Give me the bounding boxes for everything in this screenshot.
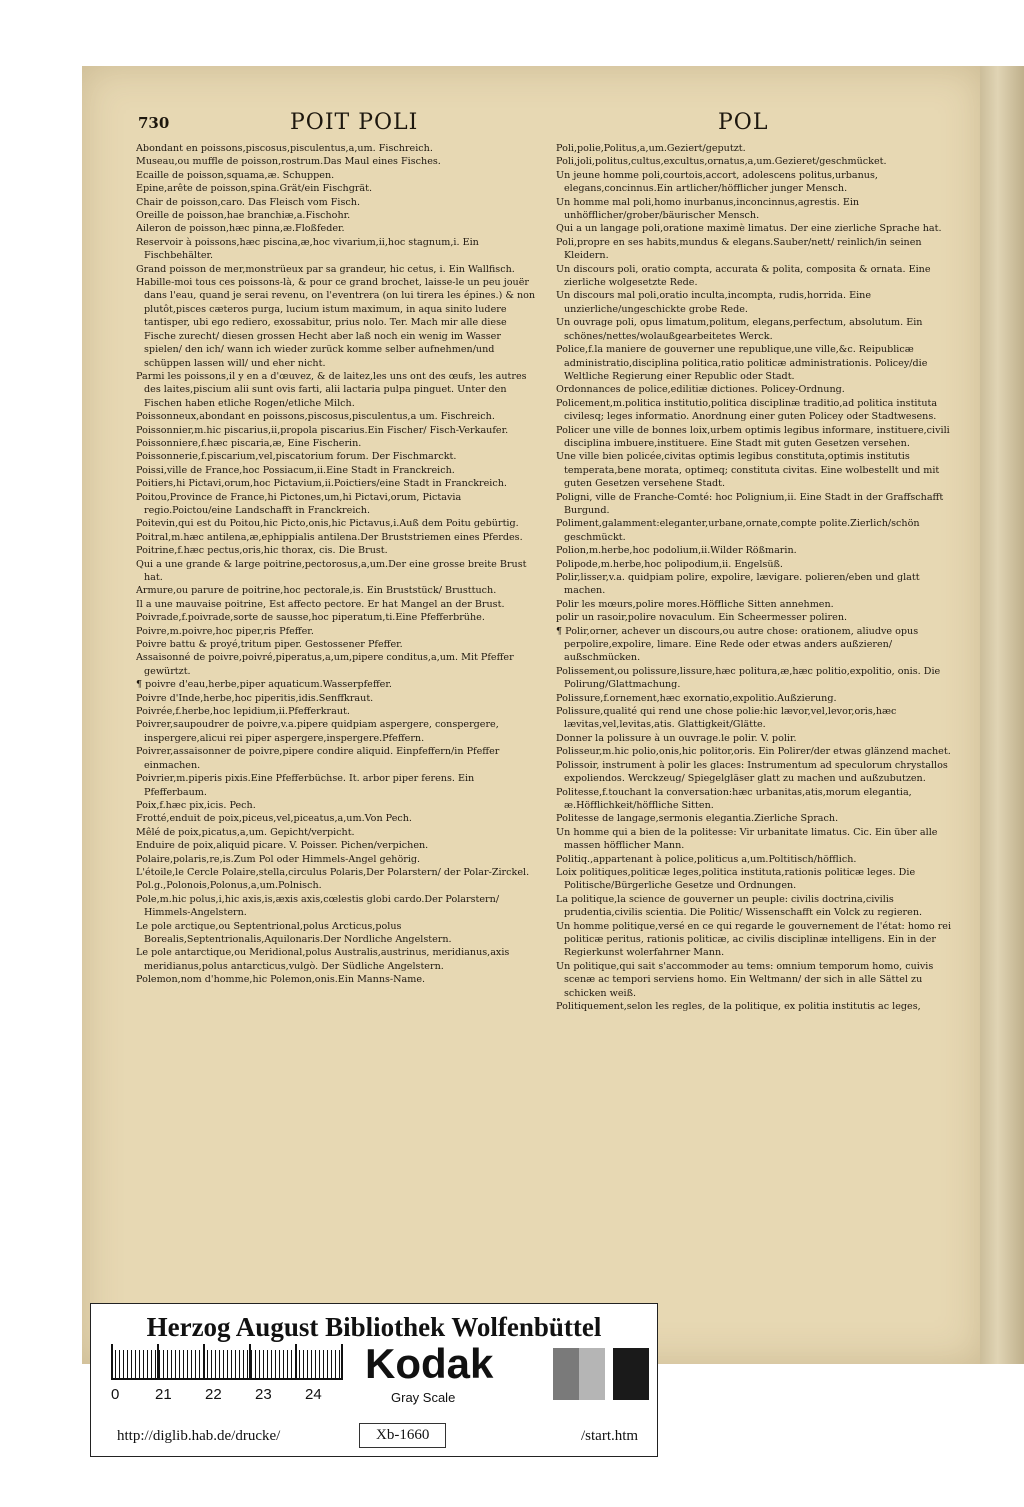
dictionary-entry: Il a une mauvaise poitrine, Est affecto pectore. Er hat Mangel an der Brust.	[136, 598, 505, 610]
gray-scale-label: Gray Scale	[391, 1390, 456, 1405]
dictionary-entry: Une ville bien policée,civitas optimis legibus constituta,optimis institutis temperata,bene morata, optimeq; constituta civitas. Eine wolbestellt und mit guten Gesetzen versehene Stadt.	[556, 451, 940, 490]
dictionary-entry: Polir,lisser,v.a. quidpiam polire, expolire, lævigare. polieren/eben und glatt machen.	[556, 572, 920, 597]
page-header	[138, 110, 918, 140]
dictionary-entry: Poliment,galamment:eleganter,urbane,ornate,compte polite.Zierlich/schön geschmückt.	[556, 518, 920, 543]
dictionary-entry: Poitiers,hi Pictavi,orum,hoc Pictavium,ii.Poictiers/eine Stadt in Franckreich.	[136, 478, 507, 490]
gray-swatch	[553, 1348, 579, 1400]
dictionary-entry: Poivrade,f.poivrade,sorte de sausse,hoc piperatum,ti.Eine Pfefferbrühe.	[136, 612, 485, 624]
gray-swatch	[579, 1348, 605, 1400]
library-name: Herzog August Bibliothek Wolfenbüttel	[146, 1312, 602, 1342]
dictionary-entry: Pole,m.hic polus,i,hic axis,is,æxis axis,cœlestis globi cardo.Der Polarstern/ Himmels-Angelstern.	[136, 893, 500, 919]
dictionary-entry: Le pole arctique,ou Septentrional,polus Arcticus,polus Borealis,Septentrionalis,Aquilonaris.Der Nordliche Angelstern.	[136, 920, 452, 945]
dictionary-entry: Polissoir, instrument à polir les glaces: Instrumentum ad speculorum chrystallos expoliendos. Werckzeug/ Spiegelgläser glatt zu machen und außzubutzen.	[556, 759, 948, 785]
dictionary-entry: Un jeune homme poli,courtois,accort, adolescens politus,urbanus, elegans,concinnus.Ein artlicher/höfflicher junger Mensch.	[556, 169, 878, 195]
dictionary-entry: Enduire de poix,aliquid picare. V. Poisser. Pichen/verpichen.	[136, 840, 429, 852]
dictionary-entry: Parmi les poissons,il y en a d'œuvez, & de laitez,les uns ont des œufs, les autres des laites,piscium alii sunt ovis farti, alii lactaria pulpa pinguet. Unter den Fischen haben etliche Rogen/etliche Milch.	[136, 370, 527, 409]
dictionary-entry: Qui a une grande & large poitrine,pectorosus,a,um.Der eine grosse breite Brust hat.	[136, 558, 527, 583]
running-head-left: POIT POLI	[290, 110, 419, 135]
dictionary-entry: Policer une ville de bonnes loix,urbem optimis legibus informare, instituere,civili disciplina imbuere,instituere. Eine Stadt mit guten Gesetzen versehen.	[556, 424, 950, 449]
dictionary-entry: Le pole antarctique,ou Meridional,polus Australis,austrinus, meridianus,axis meridianus,polus antarcticus,vulgò. Der Südliche Angelstern.	[136, 947, 510, 972]
source-url: http://diglib.hab.de/drucke/	[117, 1428, 281, 1444]
dictionary-entry: Pol.g.,Polonois,Polonus,a,um.Polnisch.	[136, 880, 322, 892]
dictionary-entry: Reservoir à poissons,hæc piscina,æ,hoc vivarium,ii,hoc stagnum,i. Ein Fischbehälter.	[136, 236, 479, 262]
dictionary-entry: Polipode,m.herbe,hoc polipodium,ii. Engelsüß.	[556, 558, 783, 570]
dictionary-entry: Politesse,f.touchant la conversation:hæc urbanitas,atis,morum elegantia, æ.Höfflichkeit/höffliche Sitten.	[556, 786, 912, 811]
source-url-suffix: /start.htm	[581, 1428, 639, 1444]
dictionary-entry: Poitral,m.hæc antilena,æ,ephippialis antilena.Der Bruststriemen eines Pferdes.	[136, 531, 523, 543]
dictionary-entry: Un discours poli, oratio compta, accurata & polita, composita & ornata. Eine zierliche wolgesetzte Rede.	[556, 263, 931, 289]
dictionary-entry: Polisseur,m.hic polio,onis,hic politor,oris. Ein Polirer/der etwas glänzend machet.	[556, 746, 951, 758]
dictionary-entry: Poissonniere,f.hæc piscaria,æ, Eine Fischerin.	[136, 437, 362, 449]
kodak-logo: Kodak	[365, 1340, 494, 1387]
ruler-tick-label: 23	[255, 1386, 272, 1403]
dictionary-entry: Politiq.,appartenant à police,politicus a,um.Poltitisch/höfflich.	[556, 853, 857, 865]
dictionary-entry: Poli,joli,politus,cultus,excultus,ornatus,a,um.Gezieret/geschmücket.	[556, 156, 887, 168]
dictionary-entry: Chair de poisson,caro. Das Fleisch vom Fisch.	[136, 196, 361, 208]
right-column	[556, 142, 956, 1013]
gray-swatch	[613, 1348, 649, 1400]
dictionary-entry: Museau,ou muffle de poisson,rostrum.Das Maul eines Fisches.	[136, 156, 441, 168]
dictionary-entry: polir un rasoir,polire novaculum. Ein Scheermesser poliren.	[556, 612, 848, 624]
dictionary-entry: ¶ poivre d'eau,herbe,piper aquaticum.Wasserpfeffer.	[136, 679, 392, 691]
dictionary-entry: Ordonnances de police,edilitiæ dictiones. Policey-Ordnung.	[556, 384, 845, 396]
dictionary-entry: Policement,m.politica institutio,politica disciplinæ traditio,ad politica instituta civilesq; leges informatio. Anordnung einer guten Policey oder Stadtwesens.	[556, 397, 938, 423]
dictionary-entry: Un discours mal poli,oratio inculta,incompta, rudis,horrida. Eine unzierliche/ungeschickte grobe Rede.	[556, 290, 872, 315]
ruler-tick-label: 24	[305, 1386, 322, 1403]
dictionary-entry: Un homme politique,versé en ce qui regarde le gouvernement de l'état: homo rei politicæ peritus, rationis politicæ, ac civilis disciplinæ intelligens. Ein in der Regierkunst wolerfahrner Mann.	[556, 920, 952, 959]
dictionary-entry: La politique,la science de gouverner un peuple: civilis doctrina,civilis prudentia,civilis scientia. Die Politic/ Wissenschafft ein Volck zu regieren.	[556, 893, 923, 919]
running-head-right: POL	[718, 110, 769, 135]
dictionary-entry: Poivrer,saupoudrer de poivre,v.a.pipere quidpiam aspergere, conspergere, inspergere,alicui rei piper aspergere,inspergere.Pfeffern.	[136, 719, 499, 744]
dictionary-entry: Poivre d'Inde,herbe,hoc piperitis,idis.Senffkraut.	[136, 692, 374, 704]
dictionary-entry: Epine,arête de poisson,spina.Grät/ein Fischgrät.	[136, 183, 373, 195]
ruler-tick-label: 21	[155, 1386, 172, 1403]
dictionary-entry: Polir les mœurs,polire mores.Höffliche Sitten annehmen.	[556, 598, 834, 610]
dictionary-entry: Politesse de langage,sermonis elegantia.Zierliche Sprach.	[556, 813, 839, 825]
page-number: 730	[138, 114, 170, 132]
dictionary-entry: Grand poisson de mer,monstrüeux par sa grandeur, hic cetus, i. Ein Wallfisch.	[136, 263, 515, 275]
dictionary-entry: Oreille de poisson,hae branchiæ,a.Fischohr.	[136, 210, 351, 222]
left-column	[136, 142, 538, 987]
dictionary-entry: Poivrée,f.herbe,hoc lepidium,ii.Pfefferkraut.	[136, 706, 350, 718]
dictionary-entry: Un politique,qui sait s'accommoder au tems: omnium temporum homo, cuivis scenæ ac tempori serviens homo. Ein Weltmann/ der sich in alle Sättel zu schicken weiß.	[556, 960, 934, 999]
dictionary-entry: Un ouvrage poli, opus limatum,politum, elegans,perfectum, absolutum. Ein schönes/nettes/wolaußgearbeitetes Werck.	[556, 317, 923, 342]
dictionary-entry: Loix politiques,politicæ leges,politica instituta,rationis politicæ leges. Die Politische/Bürgerliche Gesetze und Ordnungen.	[556, 866, 916, 892]
dictionary-entry: Polissure,qualité qui rend une chose polie:hic lævor,vel,levor,oris,hæc lævitas,vel,levitas,atis. Glattigkeit/Glätte.	[556, 706, 897, 731]
book-spine	[980, 66, 1024, 1364]
dictionary-entry: Poligni, ville de Franche-Comté: hoc Polignium,ii. Eine Stadt in der Graffschafft Burgund.	[556, 491, 944, 516]
dictionary-entry: ¶ Polir,orner, achever un discours,ou autre chose: orationem, aliudve opus perpolire,expolire, limare. Eine Rede oder etwas anders außzieren/ außschmücken.	[556, 625, 919, 664]
dictionary-entry: Police,f.la maniere de gouverner une republique,une ville,&c. Reipublicæ administratio,disciplina politica,ratio politicæ administrationis. Policey/die Weltliche Regierung einer Republic oder Stadt.	[556, 344, 928, 382]
dictionary-entry: Abondant en poissons,piscosus,pisculentus,a,um. Fischreich.	[136, 143, 433, 154]
dictionary-entry: Poivrier,m.piperis pixis.Eine Pfefferbüchse. It. arbor piper ferens. Ein Pfefferbaum.	[136, 773, 475, 798]
dictionary-entry: Un homme mal poli,homo inurbanus,inconcinnus,agrestis. Ein unhöfflicher/grober/bäurischer Mensch.	[556, 196, 860, 222]
dictionary-entry: Mêlé de poix,picatus,a,um. Gepicht/verpicht.	[136, 826, 355, 838]
dictionary-entry: Aileron de poisson,hæc pinna,æ.Floßfeder.	[136, 223, 345, 235]
dictionary-entry: Armure,ou parure de poitrine,hoc pectorale,is. Ein Bruststück/ Brusttuch.	[136, 585, 497, 597]
dictionary-entry: Polaire,polaris,re,is.Zum Pol oder Himmels-Angel gehörig.	[136, 853, 421, 865]
dictionary-entry: Frotté,enduit de poix,piceus,vel,piceatus,a,um.Von Pech.	[136, 813, 412, 825]
dictionary-entry: Polemon,nom d'homme,hic Polemon,onis.Ein Manns-Name.	[136, 974, 426, 986]
dictionary-entry: Poissi,ville de France,hoc Possiacum,ii.Eine Stadt in Franckreich.	[136, 464, 455, 476]
dictionary-entry: Poivrer,assaisonner de poivre,pipere condire aliquid. Einpfeffern/in Pfeffer einmachen.	[136, 746, 500, 771]
dictionary-entry: Poli,propre en ses habits,mundus & elegans.Sauber/nett/ reinlich/in seinen Kleidern.	[556, 236, 922, 262]
dictionary-entry: Polissure,f.ornement,hæc exornatio,expolitio.Außzierung.	[556, 692, 837, 704]
dictionary-entry: Qui a un langage poli,oratione maximè limatus. Der eine zierliche Sprache hat.	[556, 223, 942, 235]
shelfmark-box: Xb-1660	[359, 1423, 446, 1448]
dictionary-entry: Habille-moi tous ces poissons-là, & pour ce grand brochet, laisse-le un peu jouër dans l'eau, quand je serai revenu, on l'eventrera (on lui tirera les épines.) & non plutôt,pisces cæteros purga, lucium istum maximum, in aqua sinito ludere tantisper, ubi ego rediero, exossabitur, prius nolo. Ter. Mach mir alle diese Fische zurecht/ diesen grossen Hecht aber laß noch ein wenig im Wasser spielen/ den ich/ wann ich wieder zurück komme selber aufnehmen/und schüppen lassen will/ und eher nicht.	[136, 277, 536, 369]
ruler-tick-label: 22	[205, 1386, 222, 1403]
dictionary-entry: Poivre battu & proyé,tritum piper. Gestossener Pfeffer.	[136, 639, 403, 651]
dictionary-entry: Poissonneux,abondant en poissons,piscosus,pisculentus,a um. Fischreich.	[136, 411, 495, 423]
dictionary-entry: Poissonnier,m.hic piscarius,ii,propola piscarius.Ein Fischer/ Fisch-Verkaufer.	[136, 424, 509, 436]
dictionary-entry: Politiquement,selon les regles, de la politique, ex politia institutis ac leges,	[556, 1001, 921, 1012]
dictionary-entry: Ecaille de poisson,squama,æ. Schuppen.	[136, 169, 335, 181]
ruler-scale	[111, 1350, 343, 1380]
dictionary-entry: Polissement,ou polissure,lissure,hæc politura,æ,hæc politio,expolitio, onis. Die Polirung/Glattmachung.	[556, 665, 941, 691]
dictionary-entry: Poix,f.hæc pix,icis. Pech.	[136, 799, 256, 811]
dictionary-entry: Poissonnerie,f.piscarium,vel,piscatorium forum. Der Fischmarckt.	[136, 451, 457, 463]
ruler-tick-label: 0	[111, 1386, 120, 1403]
dictionary-entry: L'étoile,le Cercle Polaire,stella,circulus Polaris,Der Polarstern/ der Polar-Zirckel.	[136, 866, 530, 878]
library-scan-target	[90, 1303, 658, 1457]
dictionary-entry: Poivre,m.poivre,hoc piper,ris Pfeffer.	[136, 625, 314, 637]
dictionary-entry: Assaisonné de poivre,poivré,piperatus,a,um,pipere conditus,a,um. Mit Pfeffer gewürtzt.	[136, 652, 514, 677]
dictionary-entry: Poli,polie,Politus,a,um.Geziert/geputzt.	[556, 143, 746, 154]
dictionary-entry: Poitevin,qui est du Poitou,hic Picto,onis,hic Pictavus,i.Auß dem Poitu gebürtig.	[136, 518, 519, 530]
dictionary-entry: Poitrine,f.hæc pectus,oris,hic thorax, cis. Die Brust.	[136, 545, 388, 557]
dictionary-entry: Poitou,Province de France,hi Pictones,um,hi Pictavi,orum, Pictavia regio.Poictou/eine Landschafft in Franckreich.	[136, 491, 462, 516]
dictionary-entry: Donner la polissure à un ouvrage.le polir. V. polir.	[556, 732, 797, 744]
dictionary-entry: Polion,m.herbe,hoc podolium,ii.Wilder Rößmarin.	[556, 545, 797, 557]
dictionary-entry: Un homme qui a bien de la politesse: Vir urbanitate limatus. Cic. Ein über alle massen höfflicher Mann.	[556, 826, 938, 852]
